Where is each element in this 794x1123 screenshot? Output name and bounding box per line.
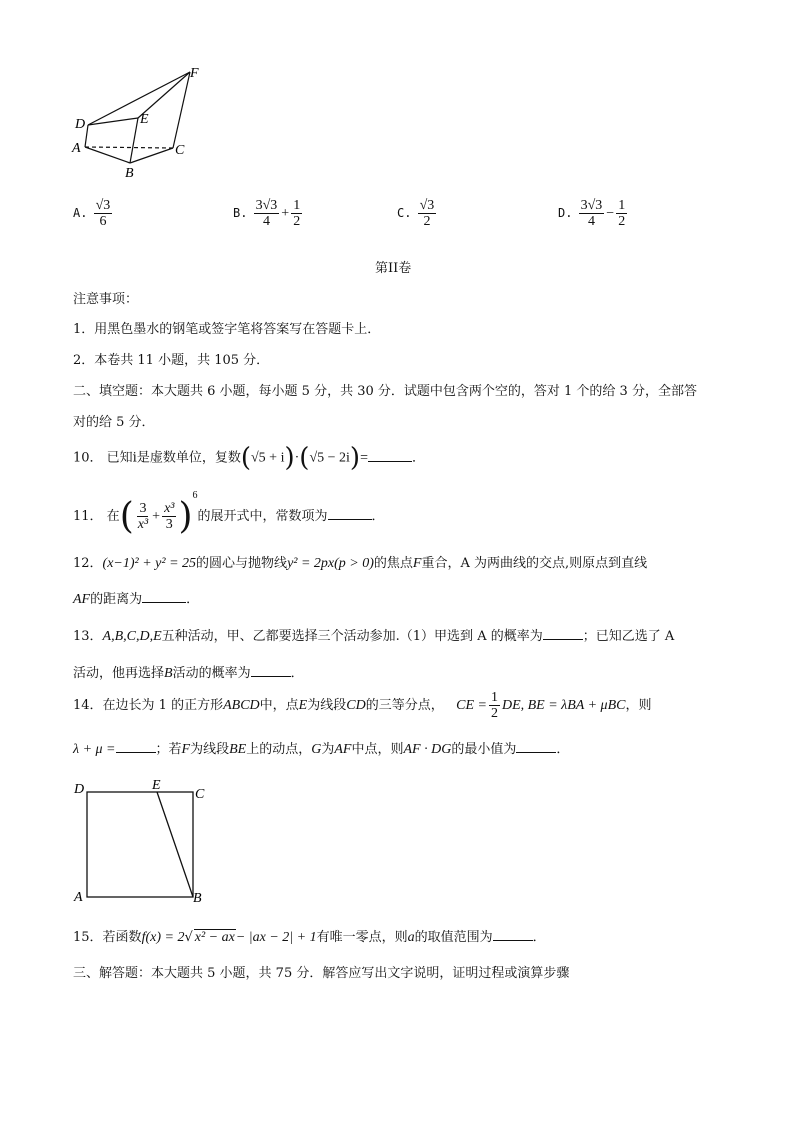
question-12-line2 (73, 588, 199, 608)
option-a-letter: A. (73, 206, 88, 220)
q14-ABCD: ABCD (223, 698, 260, 713)
question-14-line2 (73, 738, 569, 758)
q14-line2-mid3: 上的动点， (246, 742, 312, 757)
question-13-line2 (73, 662, 304, 682)
q14-pre: 在边长为 1 的正方形 (102, 698, 224, 713)
fig2-label-D: D (74, 782, 85, 797)
q14-tail: ，则 (625, 698, 652, 713)
q11-den2: 3 (165, 517, 173, 532)
fig1-label-F: F (190, 66, 199, 81)
q15-num: 15． (73, 930, 103, 945)
q11-power: 6 (192, 490, 198, 501)
option-b (233, 198, 304, 229)
q14-num: 14． (73, 698, 103, 713)
option-b-letter: B. (233, 206, 248, 220)
q14-BE: BE (229, 742, 247, 757)
option-d-den1: 4 (587, 214, 595, 229)
option-c-den: 2 (423, 214, 431, 229)
part3-heading: 三、解答题：本大题共 5 小题，共 75 分．解答应写出文字说明，证明过程或演算步骤 (73, 966, 570, 981)
fig1-label-B: B (125, 166, 134, 181)
option-d-op: − (606, 206, 615, 221)
q11-end: ． (371, 509, 385, 524)
option-d-den2: 2 (618, 214, 626, 229)
q10-text: 10． 已知i是虚数单位，复数 (73, 450, 241, 466)
q10-equals: = (360, 450, 368, 466)
q14-dot: AF · DG (403, 742, 452, 757)
q15-pre: 若函数 (102, 930, 142, 945)
q11-den1: x³ (137, 517, 149, 532)
q12-post: 的焦点 (373, 556, 413, 571)
option-a (73, 198, 114, 229)
option-b-num1: 3√3 (255, 198, 278, 213)
question-10: 10． 已知i是虚数单位，复数(√5 + i)·(√5 − 2i)= ． (73, 443, 425, 473)
fig2-label-B: B (193, 891, 202, 906)
q11-pre: 11． 在 (73, 509, 120, 524)
question-14-line1 (73, 690, 651, 721)
q12-num: 12． (73, 556, 103, 571)
option-b-den1: 4 (262, 214, 270, 229)
q14-F: F (181, 742, 191, 757)
q11-num1: 3 (139, 501, 147, 516)
figure-prism (60, 60, 220, 185)
q14-mid2: 为线段 (307, 698, 347, 713)
q11-post: 的展开式中，常数项为 (197, 509, 328, 524)
q12-F: F (412, 556, 422, 571)
q13-blank-2[interactable] (251, 675, 291, 677)
q15-blank[interactable] (493, 939, 533, 941)
q15-post: 有唯一零点，则 (316, 930, 408, 945)
fig1-label-A: A (72, 141, 81, 156)
q14-line2-mid5: 中点，则 (351, 742, 404, 757)
q12-end: ． (186, 592, 200, 607)
note-1: 1．用黑色墨水的钢笔或签字笔将答案写在答题卡上． (73, 322, 381, 337)
part2-heading-line2: 对的给 5 分． (73, 415, 155, 430)
note-2: 2．本卷共 11 小题，共 105 分． (73, 353, 270, 368)
q12-blank[interactable] (142, 601, 186, 603)
q14-AF: AF (334, 742, 352, 757)
question-13-line1 (73, 625, 674, 645)
question-11: 11． 在( $\frac{3}{\text{x³}}$ + $\frac{\text{x³}}{3}$ )$^6$的展开式中，常数项为 ． (73, 490, 385, 537)
q10-end: ． (411, 450, 425, 466)
q15-fx: f(x) = 2 (141, 930, 185, 945)
fig1-label-E: E (140, 112, 149, 127)
q14-end: ． (556, 742, 570, 757)
q15-a: a (407, 930, 415, 945)
option-c (397, 198, 438, 229)
fig2-label-E: E (152, 778, 161, 793)
q14-blank-1[interactable] (116, 751, 156, 753)
q12-line2-post: 的距离为 (90, 592, 143, 607)
q13-end: ． (290, 666, 304, 681)
q14-CD: CD (346, 698, 366, 713)
fig1-label-D: D (75, 117, 86, 132)
option-d (558, 198, 629, 229)
q13-line2-pre: 活动，他再选择 (73, 666, 165, 681)
q14-blank-2[interactable] (516, 751, 556, 753)
q14-CE: CE = (456, 698, 487, 713)
q12-AF: AF (73, 592, 91, 607)
q12-expr2: y² = 2px(p > 0) (287, 556, 374, 571)
option-c-letter: C. (397, 206, 412, 220)
q10-blank[interactable] (368, 460, 412, 462)
q10-expr1: √5 + i (251, 450, 285, 466)
option-a-num: √3 (95, 198, 111, 213)
q10-expr2: √5 − 2i (309, 450, 350, 466)
q13-tail: ；已知乙选了 A (582, 629, 675, 644)
option-c-num: √3 (419, 198, 435, 213)
option-d-num2: 1 (618, 198, 626, 213)
part2-heading-line1: 二、填空题：本大题共 6 小题，每小题 5 分，共 30 分．试题中包含两个空的，答对 1 个的给 3 分，全部答 (73, 384, 697, 399)
q14-rest: DE, BE = λBA + μBC (501, 698, 626, 713)
notes-title: 注意事项： (73, 292, 139, 307)
q14-G: G (311, 742, 322, 757)
option-d-letter: D. (558, 206, 573, 220)
q12-tail: 重合，A 为两曲线的交点,则原点到直线 (421, 556, 648, 571)
q15-tail: 的取值范围为 (414, 930, 493, 945)
fig2-label-A: A (74, 890, 83, 905)
q11-num2: x³ (164, 501, 175, 516)
option-b-op: + (281, 206, 290, 221)
q11-op: + (152, 509, 161, 524)
q14-E: E (298, 698, 308, 713)
q14-mid3: 的三等分点， (365, 698, 444, 713)
q14-line2-mid: ；若 (155, 742, 182, 757)
q14-lm: λ + μ = (73, 742, 116, 757)
q14-line2-mid2: 为线段 (190, 742, 230, 757)
q13-num: 13． (73, 629, 103, 644)
q15-rad: x² − ax (194, 930, 235, 945)
q12-mid: 的圆心与抛物线 (196, 556, 288, 571)
figure-square (66, 775, 226, 910)
q14-mid: 中，点 (259, 698, 299, 713)
q12-expr1: (x−1)² + y² = 25 (102, 556, 197, 571)
q15-end: ． (532, 930, 546, 945)
section-title: 第II卷 (375, 261, 412, 276)
q13-letters: A,B,C,D,E (102, 629, 162, 644)
fig2-label-C: C (195, 787, 205, 802)
q13-B: B (164, 666, 173, 681)
q14-half-num: 1 (490, 690, 498, 705)
fig1-label-C: C (175, 143, 185, 158)
option-b-den2: 2 (293, 214, 301, 229)
q13-blank-1[interactable] (543, 638, 583, 640)
option-b-num2: 1 (293, 198, 301, 213)
q11-blank[interactable] (328, 518, 372, 520)
q15-mid: − |ax − 2| + 1 (235, 930, 317, 945)
q14-line2-post: 的最小值为 (451, 742, 517, 757)
q14-half-den: 2 (490, 706, 498, 721)
question-15: 15．若函数f(x) = 2√ x² − ax− |ax − 2| + 1有唯一零点，则a的取值范围为 ． (73, 930, 546, 945)
option-a-den: 6 (99, 214, 107, 229)
option-d-num1: 3√3 (580, 198, 603, 213)
question-12-line1 (73, 552, 647, 572)
q13-line2-post: 活动的概率为 (172, 666, 251, 681)
q13-mid: 五种活动，甲、乙都要选择三个活动参加.（1）甲选到 A 的概率为 (161, 629, 543, 644)
q14-line2-mid4: 为 (321, 742, 335, 757)
